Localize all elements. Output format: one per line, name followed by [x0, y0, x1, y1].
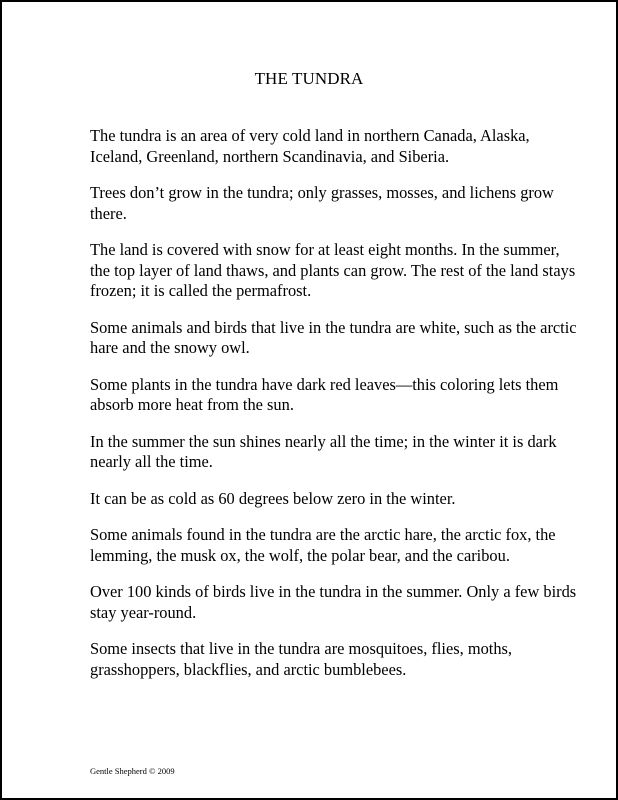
paragraph: Some plants in the tundra have dark red leaves—this coloring lets them absorb more heat from the sun.	[90, 374, 559, 414]
paragraph: In the summer the sun shines nearly all the time; in the winter it is dark nearly all the time.	[90, 431, 557, 471]
paragraph: The land is covered with snow for at least eight months. In the summer, the top layer of land thaws, and plants can grow. The rest of the land stays frozen; it is called the permafrost.	[90, 240, 576, 300]
paragraph: It can be as cold as 60 degrees below zero in the winter.	[90, 488, 456, 508]
paragraph: Some animals found in the tundra are the arctic hare, the arctic fox, the lemming, the musk ox, the wolf, the polar bear, and the caribou.	[90, 525, 556, 565]
paragraph: Trees don’t grow in the tundra; only grasses, mosses, and lichens grow there.	[90, 183, 554, 223]
page-title: THE TUNDRA	[254, 69, 364, 88]
paragraph: Over 100 kinds of birds live in the tundra in the summer. Only a few birds stay year-round.	[90, 582, 577, 622]
paragraph: Some insects that live in the tundra are mosquitoes, flies, moths, grasshoppers, blackflies, and arctic bumblebees.	[90, 639, 512, 679]
paragraph: Some animals and birds that live in the tundra are white, such as the arctic hare and the snowy owl.	[90, 317, 577, 357]
paragraph: The tundra is an area of very cold land in northern Canada, Alaska, Iceland, Greenland, northern Scandinavia, and Siberia.	[90, 126, 530, 166]
document-body	[90, 126, 580, 696]
copyright-footer: Gentle Shepherd © 2009	[90, 766, 175, 776]
